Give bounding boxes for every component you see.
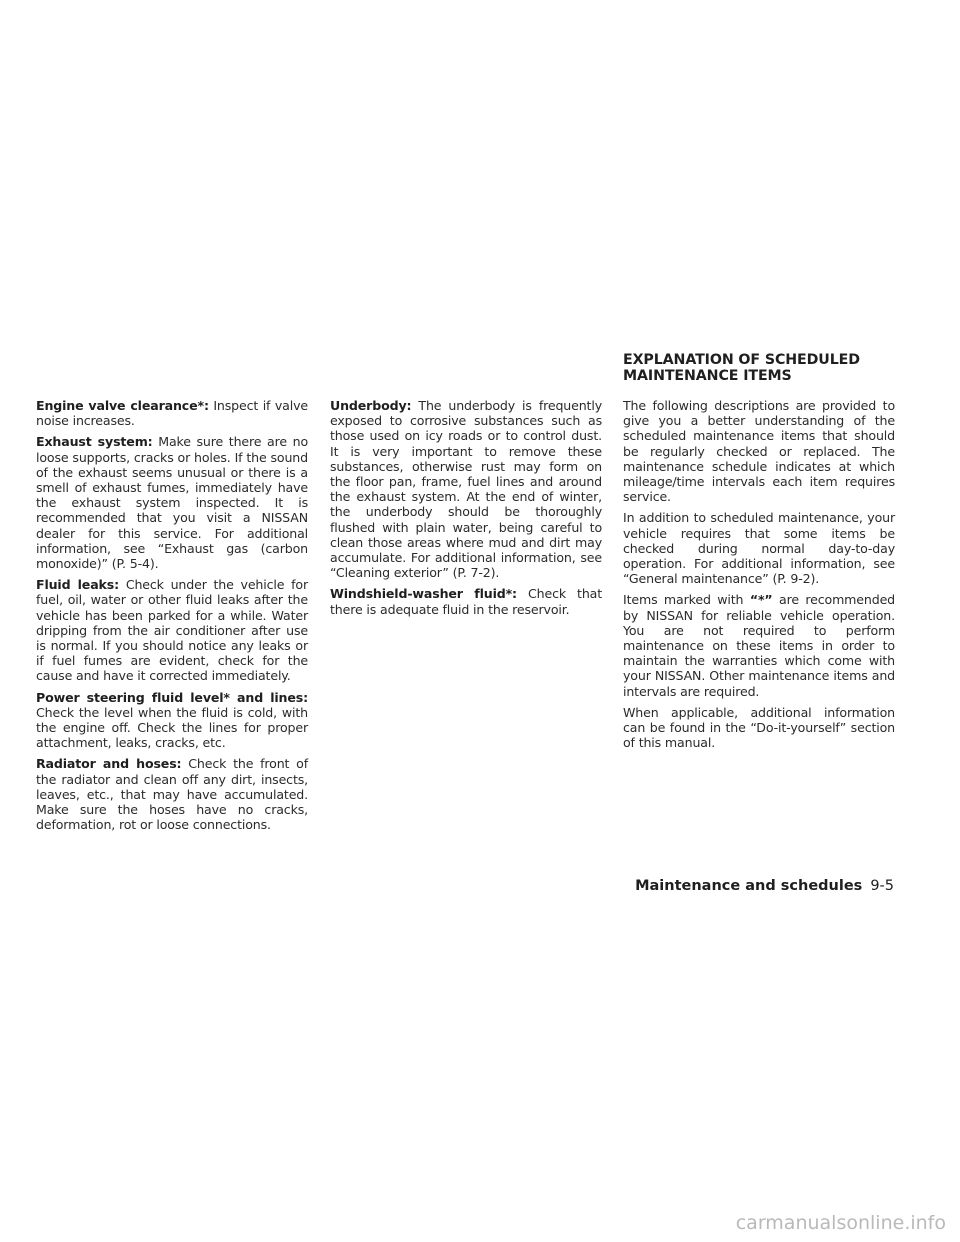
section-heading-line-1: EXPLANATION OF SCHEDULED (623, 352, 860, 368)
item-term: Power steering fluid level* and lines: (36, 689, 308, 705)
item-radiator-hoses (36, 756, 308, 832)
do-it-yourself-paragraph: When applicable, additional information can be found in the “Do-it-yourself” section of this manual. (623, 704, 895, 751)
item-power-steering (36, 690, 308, 751)
item-text: Check under the vehicle for fuel, oil, water or other fluid leaks after the vehicle has been parked for a while. Water dripping from the air conditioner after use is normal. If you should notice any leaks or if fuel fumes are evident, check for the cause and have it corrected immediately. (36, 577, 308, 684)
item-windshield-washer-fluid (330, 586, 602, 616)
item-text: Check that there is adequate fluid in the reservoir. (330, 586, 603, 617)
footer-page-number: 9-5 (870, 878, 894, 894)
item-term: Engine valve clearance*: (36, 398, 209, 413)
section-heading-line-2: MAINTENANCE ITEMS (623, 368, 792, 384)
watermark: carmanualsonline.info (735, 1212, 946, 1234)
intro-paragraph: The following descriptions are provided to give you a better understanding of the scheduled maintenance items that should be regularly checked or replaced. The maintenance schedule indicates at which mileage/time intervals each item requires service. (623, 398, 895, 505)
item-engine-valve-clearance (36, 398, 308, 428)
footer-chapter-title: Maintenance and schedules (635, 878, 863, 894)
asterisk-pre: Items marked with (623, 592, 744, 608)
text-column-right (623, 398, 895, 756)
text-column-left (36, 398, 308, 838)
asterisk-paragraph (623, 592, 895, 698)
item-term: Fluid leaks: (36, 577, 120, 593)
day-to-day-paragraph: In addition to scheduled maintenance, your vehicle requires that some items be checked during normal day-to-day operation. For additional information, see “General maintenance” (P. 9-2). (623, 510, 895, 587)
asterisk-post: are recommended by NISSAN for reliable vehicle operation. You are not required to perform maintenance on these items in order to maintain the warranties which come with your NISSAN. Other maintenance items and intervals are required. (623, 592, 896, 699)
item-term: Exhaust system: (36, 434, 153, 450)
item-text: Make sure there are no loose supports, cracks or holes. If the sound of the exhaust seems unusual or there is a smell of exhaust fumes, immediately have the exhaust system inspected. It is recommended that you visit a NISSAN dealer for this service. For additional information, see “Exhaust gas (carbon monoxide)” (P. 5-4). (36, 434, 309, 572)
item-text: Inspect if valve noise increases. (36, 398, 308, 429)
item-term: Radiator and hoses: (36, 756, 182, 772)
section-heading (623, 352, 923, 384)
item-term: Underbody: (330, 398, 412, 413)
asterisk-mark: “*” (749, 592, 773, 608)
text-column-middle (330, 398, 602, 623)
item-text: Check the front of the radiator and clean off any dirt, insects, leaves, etc., that may have accumulated. Make sure the hoses have no cracks, deformation, rot or loose connections. (36, 756, 308, 833)
item-text: Check the level when the fluid is cold, with the engine off. Check the lines for proper attachment, leaks, cracks, etc. (36, 704, 308, 751)
item-underbody (330, 398, 602, 580)
item-fluid-leaks (36, 577, 308, 683)
page-footer (635, 878, 894, 895)
item-exhaust-system (36, 434, 308, 571)
item-text: The underbody is frequently exposed to corrosive substances such as those used on icy roads or to control dust. It is very important to remove these substances, otherwise rust may form on the floor pan, frame, fuel lines and around the exhaust system. At the end of winter, the underbody should be thoroughly flushed with plain water, being careful to clean those areas where mud and dirt may accumulate. For additional information, see “Cleaning exterior” (P. 7-2). (330, 398, 603, 581)
item-term: Windshield-washer fluid*: (330, 586, 517, 602)
